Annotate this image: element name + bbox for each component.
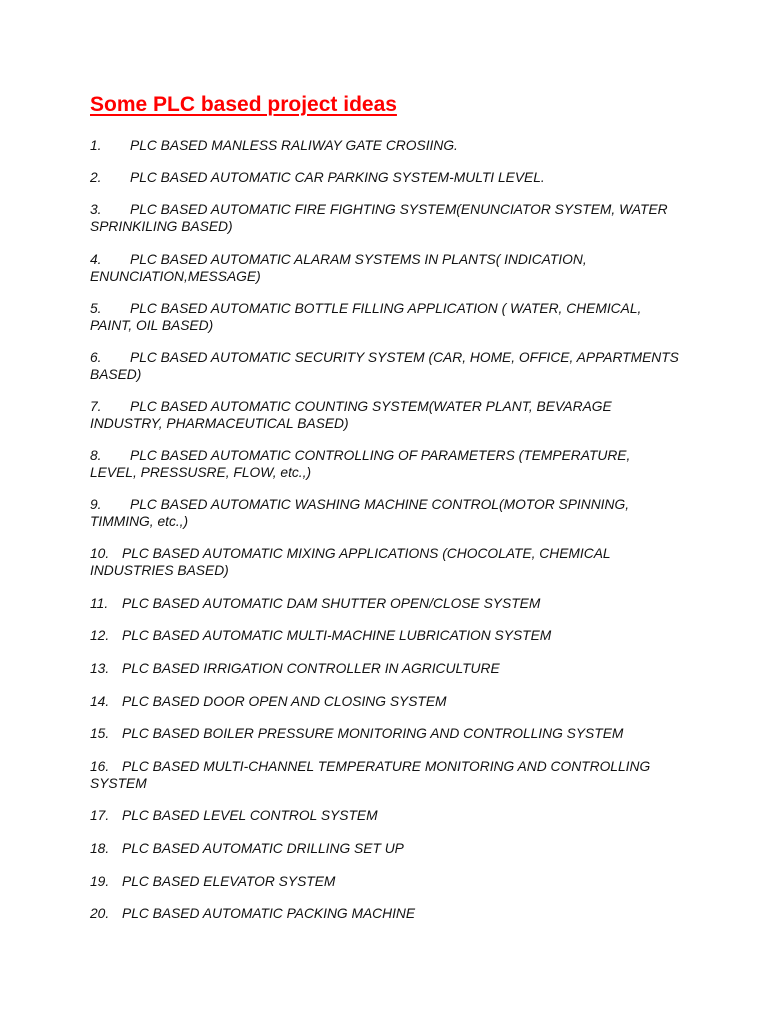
list-item — [90, 595, 680, 612]
item-text: PLC BASED AUTOMATIC CONTROLLING OF PARAMETERS (TEMPERATURE, LEVEL, PRESSUSRE, FLOW, etc.,) — [90, 448, 631, 480]
item-number: 7. — [90, 399, 102, 414]
item-number: 12. — [90, 628, 110, 643]
item-number: 5. — [90, 301, 102, 316]
item-number: 11. — [90, 596, 109, 611]
item-text: PLC BASED AUTOMATIC FIRE FIGHTING SYSTEM(ENUNCIATOR SYSTEM, WATER SPRINKILING BASED) — [90, 202, 668, 234]
list-item — [90, 660, 680, 677]
list-item — [90, 398, 680, 432]
item-number: 4. — [90, 252, 102, 267]
item-number: 6. — [90, 350, 102, 365]
list-item — [90, 873, 680, 890]
item-number: 2. — [90, 170, 102, 185]
list-item — [90, 496, 680, 530]
page-title: Some PLC based project ideas — [90, 93, 397, 116]
item-text: PLC BASED AUTOMATIC MULTI-MACHINE LUBRICATION SYSTEM — [122, 628, 552, 643]
list-item — [90, 725, 680, 742]
item-number: 14. — [90, 694, 110, 709]
list-item — [90, 545, 680, 579]
item-number: 13. — [90, 661, 110, 676]
list-item — [90, 137, 680, 154]
list-item — [90, 300, 680, 334]
list-item — [90, 251, 680, 285]
item-text: PLC BASED AUTOMATIC PACKING MACHINE — [122, 906, 416, 921]
list-item — [90, 169, 680, 186]
item-number: 3. — [90, 202, 102, 217]
item-text: PLC BASED MANLESS RALIWAY GATE CROSIING. — [130, 138, 458, 153]
list-item — [90, 627, 680, 644]
item-text: PLC BASED IRRIGATION CONTROLLER IN AGRICULTURE — [122, 661, 500, 676]
list-item — [90, 758, 680, 792]
item-text: PLC BASED ELEVATOR SYSTEM — [122, 874, 336, 889]
item-text: PLC BASED AUTOMATIC SECURITY SYSTEM (CAR, HOME, OFFICE, APPARTMENTS BASED) — [90, 350, 679, 382]
list-item — [90, 693, 680, 710]
list-item — [90, 840, 680, 857]
list-item — [90, 349, 680, 383]
item-number: 20. — [90, 906, 110, 921]
item-number: 8. — [90, 448, 102, 463]
item-number: 9. — [90, 497, 102, 512]
item-text: PLC BASED LEVEL CONTROL SYSTEM — [122, 808, 378, 823]
item-text: PLC BASED AUTOMATIC WASHING MACHINE CONTROL(MOTOR SPINNING, TIMMING, etc.,) — [90, 497, 630, 529]
item-text: PLC BASED AUTOMATIC DAM SHUTTER OPEN/CLOSE SYSTEM — [122, 596, 541, 611]
item-number: 19. — [90, 874, 110, 889]
item-number: 1. — [90, 138, 102, 153]
item-number: 15. — [90, 726, 110, 741]
item-number: 16. — [90, 759, 110, 774]
item-text: PLC BASED AUTOMATIC CAR PARKING SYSTEM-MULTI LEVEL. — [130, 170, 545, 185]
item-number: 18. — [90, 841, 110, 856]
list-item — [90, 807, 680, 824]
list-item — [90, 447, 680, 481]
item-number: 17. — [90, 808, 110, 823]
item-text: PLC BASED DOOR OPEN AND CLOSING SYSTEM — [122, 694, 447, 709]
item-text: PLC BASED AUTOMATIC ALARAM SYSTEMS IN PLANTS( INDICATION, ENUNCIATION,MESSAGE) — [90, 252, 587, 284]
item-text: PLC BASED AUTOMATIC DRILLING SET UP — [122, 841, 404, 856]
list-item — [90, 201, 680, 235]
list-item — [90, 905, 680, 922]
item-text: PLC BASED AUTOMATIC COUNTING SYSTEM(WATER PLANT, BEVARAGE INDUSTRY, PHARMACEUTICAL BASED) — [90, 399, 612, 431]
item-text: PLC BASED AUTOMATIC MIXING APPLICATIONS (CHOCOLATE, CHEMICAL INDUSTRIES BASED) — [90, 546, 611, 578]
item-text: PLC BASED AUTOMATIC BOTTLE FILLING APPLICATION ( WATER, CHEMICAL, PAINT, OIL BASED) — [90, 301, 642, 333]
item-text: PLC BASED BOILER PRESSURE MONITORING AND CONTROLLING SYSTEM — [122, 726, 624, 741]
item-text: PLC BASED MULTI-CHANNEL TEMPERATURE MONITORING AND CONTROLLING SYSTEM — [90, 759, 651, 791]
item-number: 10. — [90, 546, 110, 561]
